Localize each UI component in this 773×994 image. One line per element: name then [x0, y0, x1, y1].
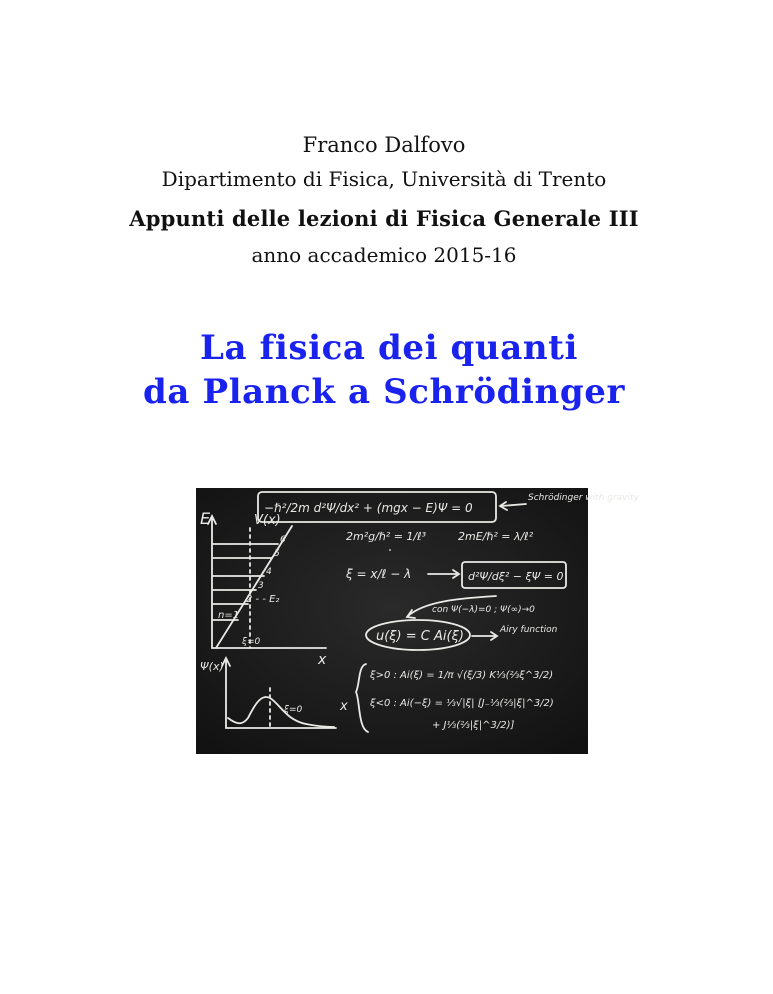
asymptotic-negative: ξ<0 : Ai(−ξ) = ⅓√|ξ| [J₋⅓(⅔|ξ|^3/2) — [370, 698, 554, 709]
airy-function-note: Airy function — [500, 625, 558, 635]
main-equation: −ℏ²/2m d²Ψ/dx² + (mgx − E)Ψ = 0 — [264, 501, 473, 515]
xi-zero-bottom: ξ=0 — [284, 705, 303, 715]
blackboard-image — [196, 488, 639, 754]
airy-solution: u(ξ) = C Ai(ξ) — [376, 629, 464, 644]
author-name: Franco Dalfovo — [302, 133, 466, 157]
level-4-label: 4 — [266, 567, 272, 577]
level-2-label: 2 - - E₂ — [246, 594, 280, 605]
scale-relation-1: 2m²g/ℏ² = 1/ℓ³ — [346, 530, 427, 543]
scale-relation-2: 2mE/ℏ² = λ/ℓ² — [458, 530, 534, 543]
blackboard-drawing — [196, 488, 639, 754]
course-title: Appunti delle lezioni di Fisica Generale III — [129, 206, 639, 231]
level-3-label: 3 — [258, 581, 264, 591]
document-title-line-1: La fisica dei quanti — [200, 328, 578, 368]
boundary-conditions: con Ψ(−λ)=0 ; Ψ(∞)→0 — [432, 605, 535, 615]
schrodinger-note: Schrödinger with gravity — [528, 493, 639, 503]
substitution: ξ = x/ℓ − λ — [346, 567, 412, 581]
asymptotic-negative-cont: + J⅓(⅔|ξ|^3/2)] — [432, 720, 515, 731]
V-label: V(x) — [254, 513, 281, 528]
x-axis-top: x — [318, 652, 327, 668]
E-axis-label: E — [200, 509, 211, 528]
level-5-label: 5 — [274, 549, 280, 559]
psi-axis-label: Ψ(x) — [200, 660, 224, 673]
asymptotic-positive: ξ>0 : Ai(ξ) = 1/π √(ξ/3) K⅓(⅔ξ^3/2) — [370, 670, 554, 681]
xi-zero-top: ξ=0 — [242, 637, 261, 647]
n-equals-1: n=1 — [218, 610, 240, 621]
reduced-equation: d²Ψ/dξ² − ξΨ = 0 — [468, 570, 564, 583]
academic-year: anno accademico 2015-16 — [251, 243, 517, 267]
x-axis-bottom: x — [340, 699, 348, 714]
document-title-line-2: da Planck a Schrödinger — [143, 372, 625, 412]
level-6-label: 6 — [280, 535, 286, 545]
affiliation: Dipartimento di Fisica, Università di Trento — [161, 167, 607, 191]
